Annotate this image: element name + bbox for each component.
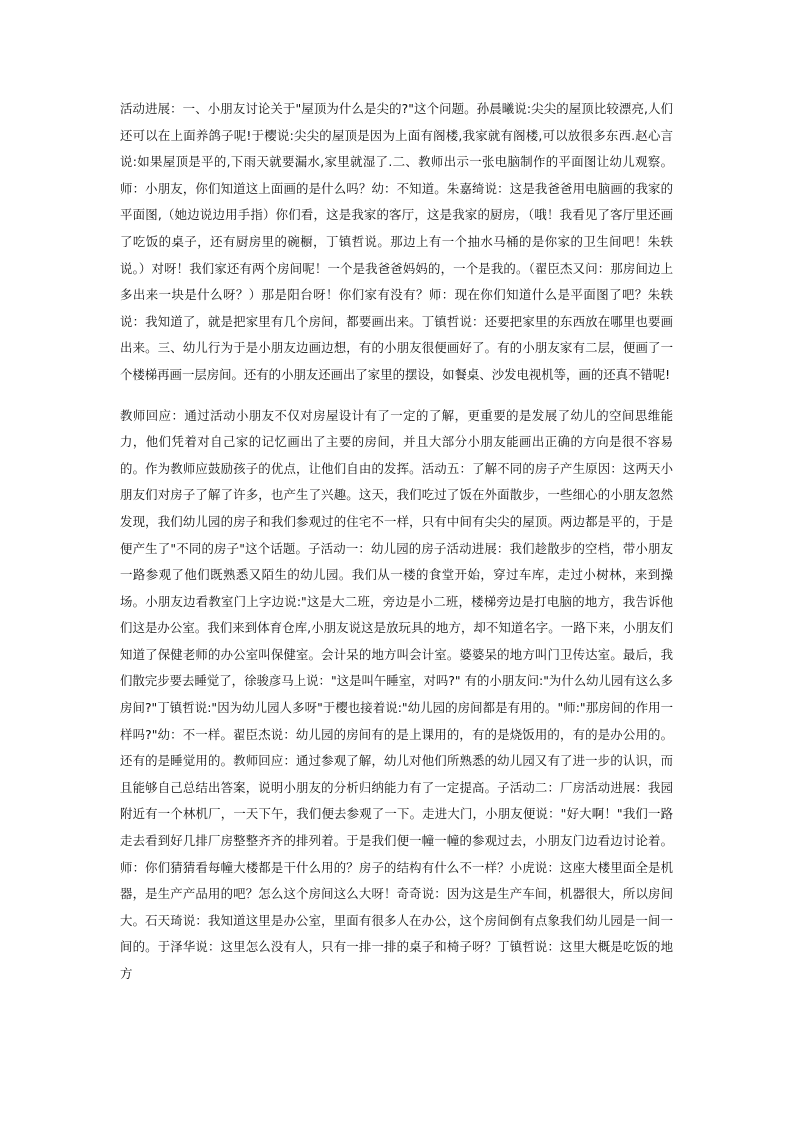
paragraph-teacher-response: 教师回应：通过活动小朋友不仅对房屋设计有了一定的了解，更重要的是发展了幼儿的空间思维能力，他们凭着对自己家的记忆画出了主要的房间，并且大部分小朋友能画出正确的方向是很不容易的。作为教师应鼓励孩子的优点，让他们自由的发挥。活动五：了解不同的房子产生原因：这两天小朋友们对房子了解了许多，也产生了兴趣。这天，我们吃过了饭在外面散步，一些细心的小朋友忽然发现，我们幼儿园的房子和我们参观过的住宅不一样，只有中间有尖尖的屋顶。两边都是平的，于是便产生了"不同的房子"这个话题。子活动一：幼儿园的房子活动进展：我们趁散步的空档，带小朋友一路参观了他们既熟悉又陌生的幼儿园。我们从一楼的食堂开始，穿过车库，走过小树林，来到操场。小朋友边看教室门上字边说:"这是大二班，旁边是小二班，楼梯旁边是打电脑的地方，我告诉他们这是办公室。我们来到体育仓库,小朋友说这是放玩具的地方，却不知道名字。一路下来，小朋友们知道了保健老师的办公室叫保健室。会计呆的地方叫会计室。婆婆呆的地方叫门卫传达室。最后，我们散完步要去睡觉了，徐骏彦马上说："这是叫午睡室，对吗?" 有的小朋友问:"为什么幼儿园有这么多房间?"丁镇哲说:"因为幼儿园人多呀"于樱也接着说:"幼儿园的房间都是有用的。"师:"那房间的作用一样吗?"幼：不一样。翟臣杰说：幼儿园的房间有的是上课用的，有的是烧饭用的，有的是办公用的。还有的是睡觉用的。教师回应：通过参观了解，幼儿对他们所熟悉的幼儿园又有了进一步的认识，而且能够自己总结出答案，说明小朋友的分析归纳能力有了一定提高。子活动二：厂房活动进展：我园附近有一个林机厂，一天下午，我们便去参观了一下。走进大门，小朋友便说："好大啊！"我们一路走去看到好几排厂房整整齐齐的排列着。于是我们便一幢一幢的参观过去，小朋友门边看边讨论着。师：你们猜猜看每幢大楼都是干什么用的？房子的结构有什么不一样？小虎说：这座大楼里面全是机器，是生产产品用的吧？怎么这个房间这么大呀！奇奇说：因为这是生产车间，机器很大，所以房间大。石天琦说：我知道这里是办公室，里面有很多人在办公，这个房间倒有点象我们幼儿园是一间一间的。于泽华说：这里怎么没有人，只有一排一排的桌子和椅子呀？丁镇哲说：这里大概是吃饭的地方	[120, 407, 673, 981]
document-body	[120, 96, 673, 988]
paragraph-activity-progress: 活动进展：一、小朋友讨论关于"屋顶为什么是尖的?"这个问题。孙晨曦说:尖尖的屋顶比较漂亮,人们还可以在上面养鸽子呢!于樱说:尖尖的屋顶是因为上面有阁楼,我家就有阁楼,可以放很多东西.赵心言说:如果屋顶是平的,下雨天就要漏水,家里就湿了.二、教师出示一张电脑制作的平面图让幼儿观察。师：小朋友，你们知道这上面画的是什么吗？幼：不知道。朱嘉绮说：这是我爸爸用电脑画的我家的平面图,（她边说边用手指）你们看，这是我家的客厅，这是我家的厨房，（哦！我看见了客厅里还画了吃饭的桌子，还有厨房里的碗橱，丁镇哲说。那边上有一个抽水马桶的是你家的卫生间吧！朱轶说。）对呀！我们家还有两个房间呢！一个是我爸爸妈妈的，一个是我的。（翟臣杰又问：那房间边上多出来一块是什么呀？）那是阳台呀！你们家有没有？师：现在你们知道什么是平面图了吧？朱轶说：我知道了，就是把家里有几个房间，都要画出来。丁镇哲说：还要把家里的东西放在哪里也要画出来。三、幼儿行为于是小朋友边画边想，有的小朋友很便画好了。有的小朋友家有二层，便画了一个楼梯再画一层房间。还有的小朋友还画出了家里的摆设，如餐桌、沙发电视机等，画的还真不错呢!	[120, 101, 673, 382]
paragraph-spacer	[120, 389, 673, 403]
